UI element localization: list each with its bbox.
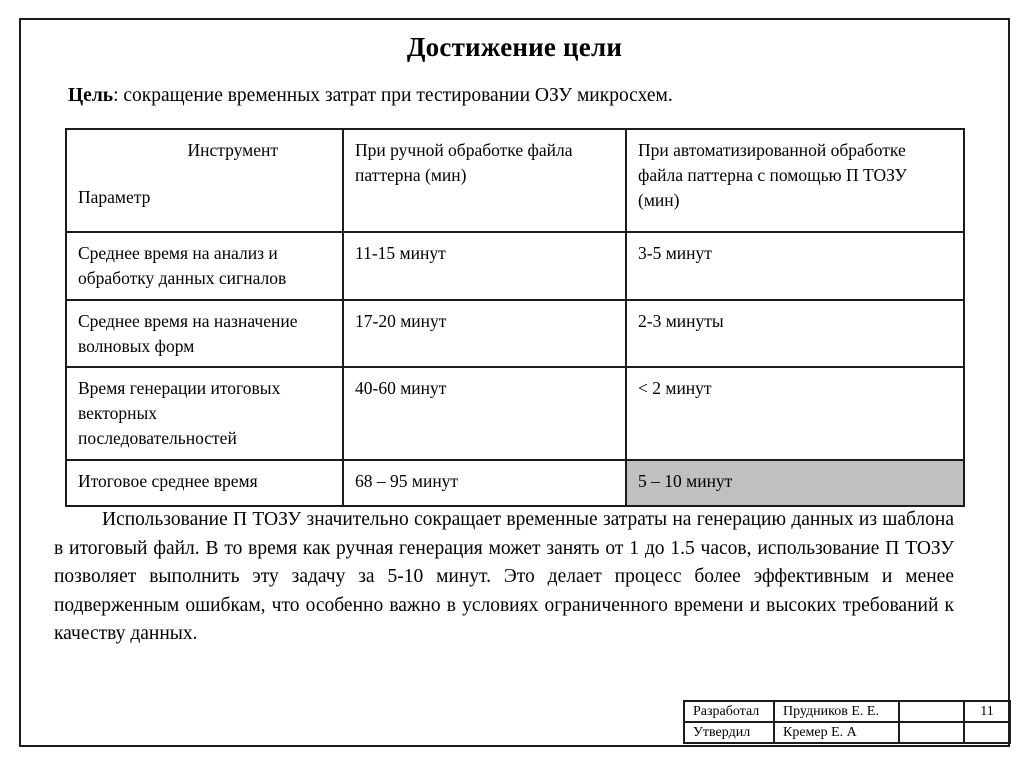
table-row — [66, 300, 964, 368]
page-number: 11 — [964, 701, 1010, 722]
goal-label: Цель — [68, 85, 114, 106]
goal-text: : сокращение временных затрат при тестировании ОЗУ микросхем. — [113, 85, 673, 106]
table-header-row — [66, 129, 964, 232]
corner-top-label: Инструмент — [187, 140, 278, 160]
footer-name: Прудников Е. Е. — [774, 701, 899, 722]
footer-row-developed — [684, 701, 1010, 722]
row-manual-cell: 11-15 минут — [343, 232, 626, 300]
row-auto-cell: 2-3 минуты — [626, 300, 964, 368]
row-auto-cell: < 2 минут — [626, 367, 964, 460]
row-manual-cell: 17-20 минут — [343, 300, 626, 368]
table-row — [66, 232, 964, 300]
corner-header-cell — [66, 129, 343, 232]
row-param-cell: Итоговое среднее время — [66, 460, 343, 506]
footer-empty-cell — [899, 722, 964, 743]
footer-empty-cell — [899, 701, 964, 722]
row-param-cell: Время генерации итоговых векторных последовательностей — [66, 367, 343, 460]
table-row — [66, 367, 964, 460]
column-header-auto: При автоматизированной обработке файла паттерна с помощью П ТОЗУ (мин) — [626, 129, 964, 232]
row-manual-cell: 40-60 минут — [343, 367, 626, 460]
column-header-manual: При ручной обработке файла паттерна (мин) — [343, 129, 626, 232]
footer-empty-cell — [964, 722, 1010, 743]
footer-row-approved — [684, 722, 1010, 743]
comparison-table — [65, 128, 965, 507]
row-manual-cell: 68 – 95 минут — [343, 460, 626, 506]
corner-header-wrap — [78, 138, 318, 222]
footer-name: Кремер Е. А — [774, 722, 899, 743]
row-param-cell: Среднее время на анализ и обработку данных сигналов — [66, 232, 343, 300]
page-title: Достижение цели — [406, 32, 623, 62]
corner-bottom-label: Параметр — [78, 187, 151, 208]
goal-line — [68, 85, 968, 107]
table-row-total — [66, 460, 964, 506]
summary-paragraph: Использование П ТОЗУ значительно сокращает временные затраты на генерацию данных из шаблона в итоговый файл. В то время как ручная генерация может занять от 1 до 1.5 часов, использование П ТОЗУ позволяет выполнить эту задачу за 5-10 минут. Это делает процесс более эффективным и менее подверженным ошибкам, что особенно важно в условиях ограниченного времени и высоких требований к качеству данных. — [54, 509, 954, 644]
footer-role-label: Утвердил — [684, 722, 774, 743]
title-block-table — [683, 700, 1011, 744]
row-auto-cell: 3-5 минут — [626, 232, 964, 300]
footer-role-label: Разработал — [684, 701, 774, 722]
row-auto-cell-highlighted: 5 – 10 минут — [626, 460, 964, 506]
row-param-cell: Среднее время на назначение волновых форм — [66, 300, 343, 368]
